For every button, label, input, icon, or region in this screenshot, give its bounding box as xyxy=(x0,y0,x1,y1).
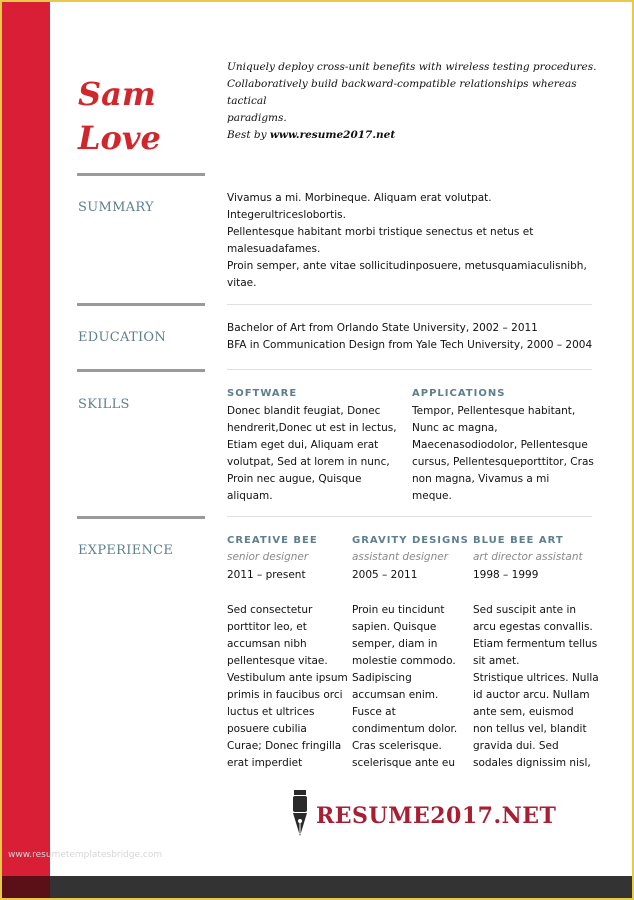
skills-applications-title: APPLICATIONS xyxy=(412,388,506,399)
intro-line: Uniquely deploy cross-unit benefits with wireless testing procedures. xyxy=(227,61,597,73)
skills-line: Tempor, Pellentesque habitant, xyxy=(412,405,576,417)
skills-applications-text xyxy=(412,403,602,505)
experience-line: erat imperdiet xyxy=(227,757,303,769)
experience-description xyxy=(473,602,603,772)
skills-software-text xyxy=(227,403,407,505)
skills-line: Maecenasodiodolor, Pellentesque xyxy=(412,439,588,451)
summary-line: Pellentesque habitant morbi tristique senectus et netus et xyxy=(227,226,534,238)
experience-company: GRAVITY DESIGNS xyxy=(352,535,469,546)
education-heading: EDUCATION xyxy=(78,330,167,345)
skills-heading: SKILLS xyxy=(78,397,130,412)
bottom-bar-accent xyxy=(2,876,50,898)
experience-line: sodales dignissim nisl, xyxy=(473,757,591,769)
experience-company: BLUE BEE ART xyxy=(473,535,564,546)
experience-line: posuere cubilia xyxy=(227,723,307,735)
experience-line: Fusce at xyxy=(352,706,396,718)
skills-software-title: SOFTWARE xyxy=(227,388,298,399)
summary-line: Vivamus a mi. Morbineque. Aliquam erat volutpat. xyxy=(227,192,492,204)
intro-text xyxy=(227,59,597,144)
skills-line: aliquam. xyxy=(227,490,273,502)
experience-line: ante sem, euismod xyxy=(473,706,574,718)
skills-line: Etiam eget dui, Aliquam erat xyxy=(227,439,379,451)
experience-line: pellentesque vitae. xyxy=(227,655,328,667)
experience-line: scelerisque ante eu xyxy=(352,757,456,769)
experience-line: Sadipiscing xyxy=(352,672,412,684)
bottom-bar xyxy=(2,876,632,898)
experience-line: arcu egestas convallis. xyxy=(473,621,593,633)
experience-line: molestie commodo. xyxy=(352,655,456,667)
experience-role: art director assistant xyxy=(473,551,583,563)
experience-line: Etiam fermentum tellus xyxy=(473,638,598,650)
best-by-site-link[interactable]: www.resume2017.net xyxy=(269,129,396,141)
summary-line: vitae. xyxy=(227,277,257,289)
watermark: www.resumetemplatesbridge.com xyxy=(8,850,163,860)
intro-line: paradigms. xyxy=(227,112,287,124)
candidate-name xyxy=(78,72,161,160)
education-line: Bachelor of Art from Orlando State University, 2002 – 2011 xyxy=(227,322,538,334)
logo-text: RESUME2017.NET xyxy=(316,803,557,829)
education-text xyxy=(227,320,607,354)
experience-company: CREATIVE BEE xyxy=(227,535,318,546)
section-divider xyxy=(77,173,205,176)
experience-line: sapien. Quisque xyxy=(352,621,437,633)
experience-description xyxy=(352,602,470,772)
experience-description xyxy=(227,602,349,772)
resume2017-logo xyxy=(290,790,556,842)
experience-line: id auctor arcu. Nullam xyxy=(473,689,590,701)
experience-role: assistant designer xyxy=(352,551,449,563)
left-accent-bar xyxy=(2,2,50,876)
best-by xyxy=(227,127,597,144)
experience-line: accumsan enim. xyxy=(352,689,439,701)
experience-period: 2011 – present xyxy=(227,569,306,581)
name-last: Love xyxy=(78,119,161,157)
skills-line: cursus, Pellentesqueporttitor, Cras xyxy=(412,456,594,468)
experience-period: 1998 – 1999 xyxy=(473,569,539,581)
skills-line: volutpat, Sed at lorem in nunc, xyxy=(227,456,390,468)
summary-heading: SUMMARY xyxy=(78,200,154,215)
skills-line: meque. xyxy=(412,490,452,502)
summary-line: Proin semper, ante vitae sollicitudinposuere, metusquamiaculisnibh, xyxy=(227,260,587,272)
skills-line: Donec blandit feugiat, Donec xyxy=(227,405,381,417)
experience-line: semper, diam in xyxy=(352,638,438,650)
experience-line: Vestibulum ante ipsum xyxy=(227,672,348,684)
summary-line: Integerultriceslobortis. xyxy=(227,209,346,221)
name-first: Sam xyxy=(78,75,156,113)
experience-line: Stristique ultrices. Nulla xyxy=(473,672,599,684)
experience-role: senior designer xyxy=(227,551,309,563)
fountain-pen-nib-icon xyxy=(290,790,310,842)
experience-line: non tellus vel, blandit xyxy=(473,723,587,735)
experience-line: Sed consectetur xyxy=(227,604,313,616)
experience-line: luctus et ultrices xyxy=(227,706,315,718)
skills-line: non magna, Vivamus a mi xyxy=(412,473,550,485)
section-divider xyxy=(77,369,205,372)
experience-line: sit amet. xyxy=(473,655,520,667)
skills-line: hendrerit,Donec ut est in lectus, xyxy=(227,422,397,434)
experience-line: Curae; Donec fringilla xyxy=(227,740,342,752)
skills-line: Proin nec augue, Quisque xyxy=(227,473,362,485)
section-divider xyxy=(77,516,205,519)
education-line: BFA in Communication Design from Yale Tech University, 2000 – 2004 xyxy=(227,339,593,351)
experience-line: Proin eu tincidunt xyxy=(352,604,445,616)
experience-line: porttitor leo, et xyxy=(227,621,307,633)
experience-heading: EXPERIENCE xyxy=(78,543,174,558)
experience-line: gravida dui. Sed xyxy=(473,740,559,752)
intro-line: Collaboratively build backward-compatible relationships whereas tactical xyxy=(227,78,577,107)
content-divider xyxy=(227,304,592,305)
experience-line: Cras scelerisque. xyxy=(352,740,442,752)
experience-line: condimentum dolor. xyxy=(352,723,458,735)
content-divider xyxy=(227,516,592,517)
content-divider xyxy=(227,369,592,370)
experience-line: accumsan nibh xyxy=(227,638,307,650)
summary-text xyxy=(227,190,607,292)
experience-line: primis in faucibus orci xyxy=(227,689,343,701)
section-divider xyxy=(77,303,205,306)
summary-line: malesuadafames. xyxy=(227,243,321,255)
best-by-prefix: Best by xyxy=(227,129,270,141)
experience-line: Sed suscipit ante in xyxy=(473,604,577,616)
experience-period: 2005 – 2011 xyxy=(352,569,418,581)
skills-line: Nunc ac magna, xyxy=(412,422,498,434)
